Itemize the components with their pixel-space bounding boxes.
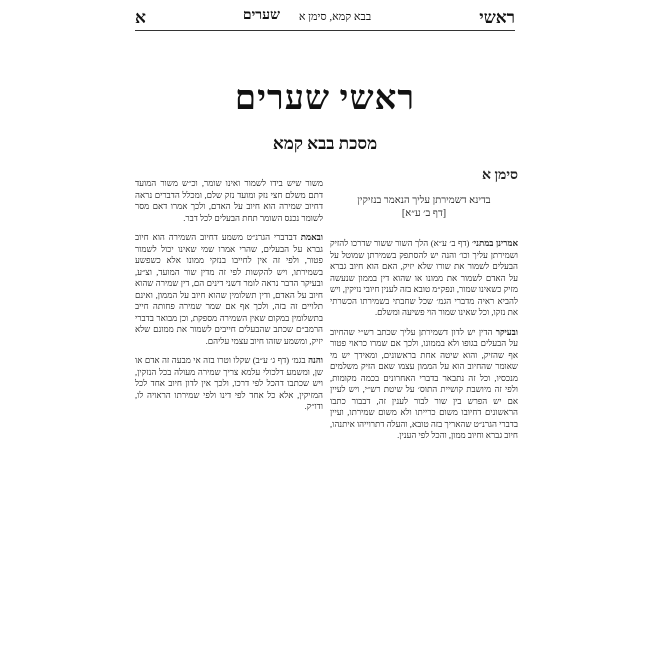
paragraph-text: דבדברי הגרנ״ט משמע דחיוב השמירה הוא חיוב גברא על הבעלים, שהרי אמרו שמי שאינו יכול לשמור פטור, ולפי זה אין לחייבו בנזקי ממונו אלא כשפשע בשמירתו, ויש להקשות לפי זה מדין שור המועד, וצ״ע, ובעיקר הדבר נראה לומר דשני דינים הם, דין שמירה שהוא חיוב על האדם, ודין תשלומין שהוא חיוב על הממון, ואינם תלויים זה בזה, ולכך אף אם שמר שמירה פחותה חייב בתשלומין במקום שאין השמירה מספקת, וכן מבואר בדברי הרמב״ם שכתב שהבעלים חייבים לשמור את ממונם שלא יזיק, ומשמע שזהו חיוב עצמי עליהם. xyxy=(135,232,323,346)
paragraph-text: משור שיש בידו לשמור ואינו שומר, וכ״ש משור המועד דתם משלם חצי נזק ומועד נזק שלם, ומכלל הדברים נראה דחיוב שמירה הוא חיוב על האדם, ולכך אמרו דאם מסר לשומר נכנס השומר תחת הבעלים לכל דבר. xyxy=(135,178,323,223)
right-column xyxy=(330,168,518,450)
paragraph xyxy=(135,232,323,347)
header-page-sign: א xyxy=(135,8,146,27)
header-tractate-siman: בבא קמא, סימן א xyxy=(298,11,372,23)
left-column xyxy=(135,178,323,421)
paragraph-text: בגמ׳ (דף ג׳ ע״ב) שקלו וטרו בזה אי מבעה זה אדם או שן, ומשמע דלכולי עלמא צריך שמירה מעולה בכל הנזקין, ויש שכתבו דהכל לפי דרכו, ולכך אין לדון חיוב אחד לכל המזיקין, אלא כל אחד לפי דינו ולפי שמירתו הראויה לו, ודו״ק. xyxy=(135,355,323,411)
paragraph-lead: אמרינן במתני׳ xyxy=(471,238,519,248)
paragraph xyxy=(135,178,323,224)
header-section-name: שערים xyxy=(242,8,280,23)
section-ref: [דף ב׳ ע״א] xyxy=(401,208,447,219)
paragraph-lead: והנה xyxy=(308,355,323,365)
paragraph-lead: ובעיקר xyxy=(495,326,518,337)
running-header xyxy=(135,8,515,28)
paragraph xyxy=(330,327,518,442)
paragraph-text: (דף ב׳ ע״א) הלך השור ששור שדרכו להזיק ושמירתן עליך וכו׳ והנה יש להסתפק בשמירתן שמוטל על הבעלים לשמור את שורו שלא יזיק, האם הוא חיוב גברא על האדם לשמור את ממונו או שהוא דין בממון שנעשה מזיק כשאינו שמור, ונפק״מ טובא בזה לענין חיובי נזיקין, ויש להביא ראיה מדברי הגמ׳ שכל שחבתי בשמירתו הכשרתי את נזקו, וכל שאינו שמור הוי פשיעה ומשלם. xyxy=(330,238,518,317)
header-rule xyxy=(135,30,515,31)
paragraph xyxy=(135,355,323,413)
page-subtitle: מסכת בבא קמא xyxy=(272,134,378,153)
paragraph xyxy=(330,238,518,319)
section-heading: בדינא דשמירתן עליך הנאמר בנזיקין xyxy=(357,195,491,206)
paragraph-text: הדין יש לדון דשמירתן עליך שכתב רש״י שהחיוב על הבעלים בגופו ולא בממונו, ולכך אם שמרו כראוי פטור אף שהזיק, והוא שיטה אחת בראשונים, ומאידך יש מי שאומר שהחיוב הוא על הממון עצמו שאם הזיק משלמים מנכסיו, וכל זה נתבאר בדברי האחרונים בכמה מקומות, ולפי זה מיושבת קושיית התוס׳ על שיטת רש״י, ויש לעיין אם יש הפרש בין שור לבור לענין זה, דבבור כתבו הראשונים דחיובו משום כרייתו ולא משום שמירתו, ועיין בדברי הגרנ״ט שהאריך בזה טובא, והעלה דתרוייהו איתנהו, חיוב גברא וחיוב ממון, והכל לפי הענין. xyxy=(330,326,518,440)
paragraph-lead: ובאמת xyxy=(300,232,323,242)
siman-heading: סימן א xyxy=(482,168,518,183)
page-title: ראשי שערים xyxy=(234,80,416,117)
header-book-name: ראשי xyxy=(479,8,515,27)
